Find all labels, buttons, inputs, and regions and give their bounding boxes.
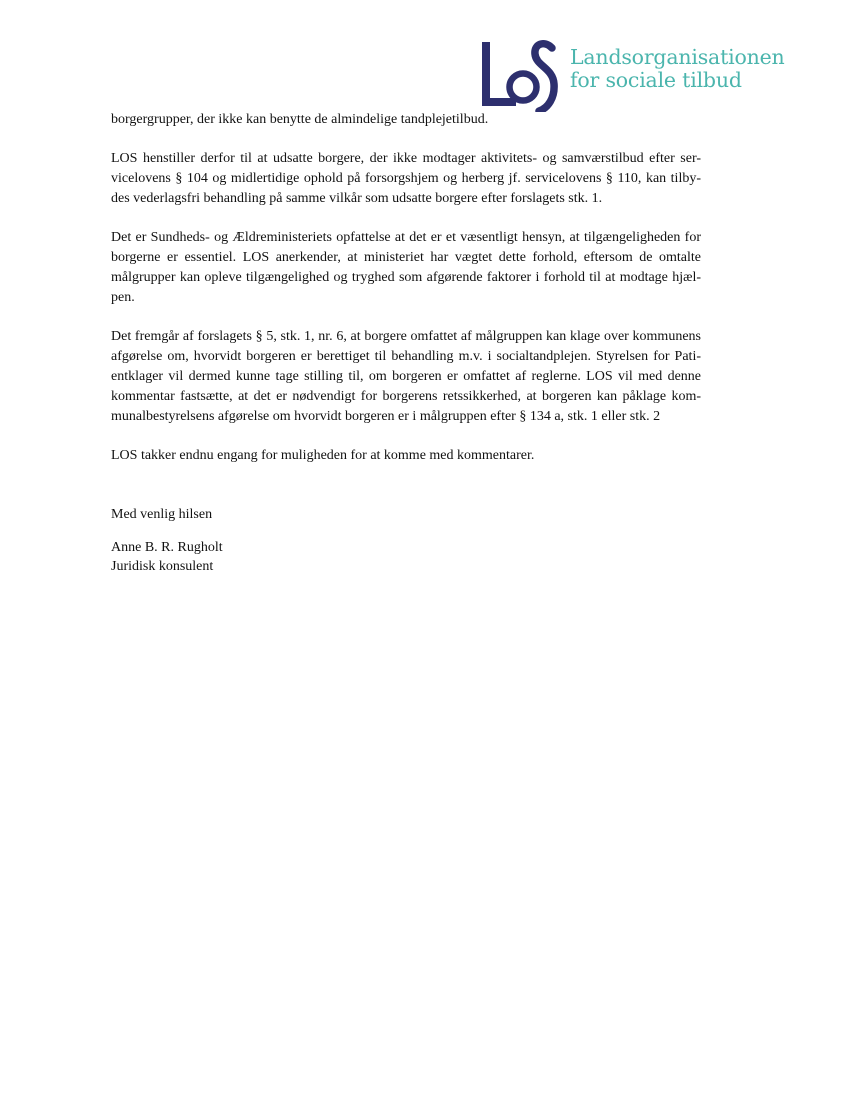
letter-body: [111, 110, 701, 485]
paragraph-line: kommentar fastsætte, at det er nødvendigt for borgerens retssikkerhed, at borgeren kan påklage kom-: [111, 389, 701, 404]
los-logo: [478, 36, 785, 112]
paragraph-2: [111, 149, 701, 209]
signer-title: Juridisk konsulent: [111, 559, 214, 574]
paragraph-line: entklager vil dermed kunne tage stilling til, om borgeren er omfattet af reglerne. LOS vil med denne: [111, 369, 701, 384]
paragraph-line: borgergrupper, der ikke kan benytte de almindelige tandplejetilbud.: [111, 112, 489, 127]
signature-block: [111, 538, 223, 576]
paragraph-1: [111, 110, 701, 130]
paragraph-line: vicelovens § 104 og midlertidige ophold på forsorgshjem og herberg jf. servicelovens § 110, kan tilby-: [111, 171, 701, 186]
paragraph-line: des vederlagsfri behandling på samme vilkår som udsatte borgere efter forslagets stk. 1.: [111, 191, 603, 206]
org-name-line2: for sociale tilbud: [570, 68, 742, 92]
signer-name: Anne B. R. Rugholt: [111, 540, 223, 555]
paragraph-line: Det fremgår af forslagets § 5, stk. 1, nr. 6, at borgere omfattet af målgruppen kan klage over kommunens: [111, 329, 701, 344]
los-logo-mark: [478, 36, 562, 112]
paragraph-line: afgørelse om, hvorvidt borgeren er berettiget til behandling m.v. i socialtandplejen. Styrelsen for Pati-: [111, 349, 701, 364]
paragraph-5: [111, 446, 701, 466]
org-name-line1: Landsorganisationen: [570, 45, 785, 69]
paragraph-line: LOS henstiller derfor til at udsatte borgere, der ikke modtager aktivitets- og samværstilbud efter ser-: [111, 151, 701, 166]
paragraph-line: målgrupper kan opleve tilgængelighed og tryghed som afgørende faktorer i forhold til at modtage hjæl-: [111, 270, 701, 285]
paragraph-line: LOS takker endnu engang for muligheden for at komme med kommentarer.: [111, 448, 535, 463]
paragraph-line: pen.: [111, 290, 135, 305]
org-name: [570, 46, 785, 92]
paragraph-3: [111, 228, 701, 308]
closing-greeting: Med venlig hilsen: [111, 507, 213, 522]
paragraph-4: [111, 327, 701, 427]
paragraph-line: borgerne er essentiel. LOS anerkender, at ministeriet har vægtet dette forhold, eftersom de omtalte: [111, 250, 701, 265]
paragraph-line: munalbestyrelsens afgørelse om hvorvidt borgeren er i målgruppen efter § 134 a, stk. 1 eller stk. 2: [111, 409, 661, 424]
paragraph-line: Det er Sundheds- og Ældreministeriets opfattelse at det er et væsentligt hensyn, at tilgængeligheden for: [111, 230, 701, 245]
